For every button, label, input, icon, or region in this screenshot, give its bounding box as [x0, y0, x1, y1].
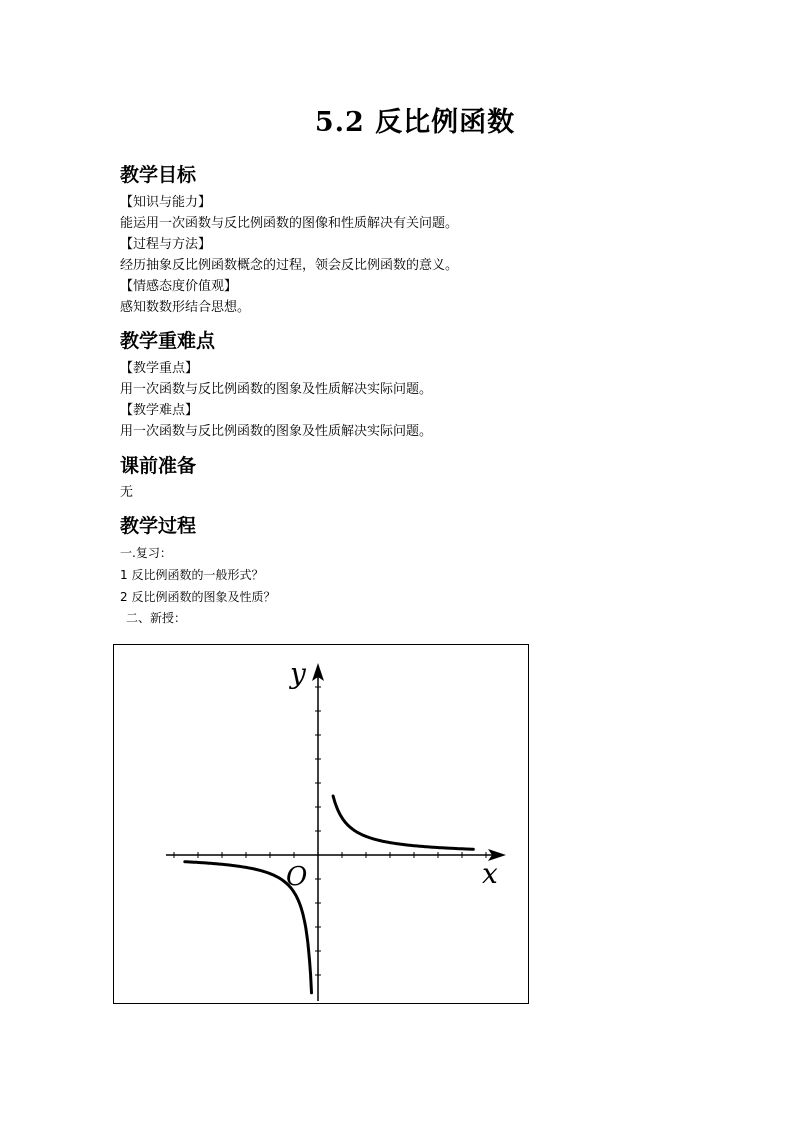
hyperbola-graph — [114, 645, 530, 1005]
text-new-title: 二、新授： — [126, 611, 187, 625]
hyperbola-branch-quadrant-1 — [333, 796, 473, 849]
tag-emotion: 【情感态度价值观】 — [120, 279, 238, 294]
hyperbola-figure — [113, 644, 529, 1004]
heading-preparation: 课前准备 — [120, 455, 197, 477]
text-preparation: 无 — [120, 485, 134, 500]
tag-key: 【教学重点】 — [120, 361, 199, 376]
text-process: 经历抽象反比例函数概念的过程，领会反比例函数的意义。 — [120, 258, 459, 273]
tag-process: 【过程与方法】 — [120, 237, 212, 252]
text-difficult: 用一次函数与反比例函数的图象及性质解决实际问题。 — [120, 424, 433, 439]
text-key: 用一次函数与反比例函数的图象及性质解决实际问题。 — [120, 382, 433, 397]
x-axis-label: x — [482, 857, 498, 890]
axis-ticks — [174, 687, 486, 975]
text-knowledge: 能运用一次函数与反比例函数的图像和性质解决有关问题。 — [120, 216, 459, 231]
tag-knowledge: 【知识与能力】 — [120, 195, 212, 210]
page-title: 5.2 反比例函数 — [314, 107, 516, 138]
text-review-q1: 1 反比例函数的一般形式？ — [120, 568, 264, 582]
tag-difficult: 【教学难点】 — [120, 403, 199, 418]
heading-key-points: 教学重难点 — [120, 330, 216, 352]
heading-process: 教学过程 — [120, 515, 197, 537]
origin-label: O — [286, 862, 308, 892]
text-emotion: 感知数数形结合思想。 — [120, 300, 251, 315]
heading-goals: 教学目标 — [120, 164, 197, 186]
text-review-q2: 2 反比例函数的图象及性质？ — [120, 590, 276, 604]
y-axis-label: y — [290, 657, 306, 690]
text-review-title: 一.复习： — [120, 546, 172, 560]
